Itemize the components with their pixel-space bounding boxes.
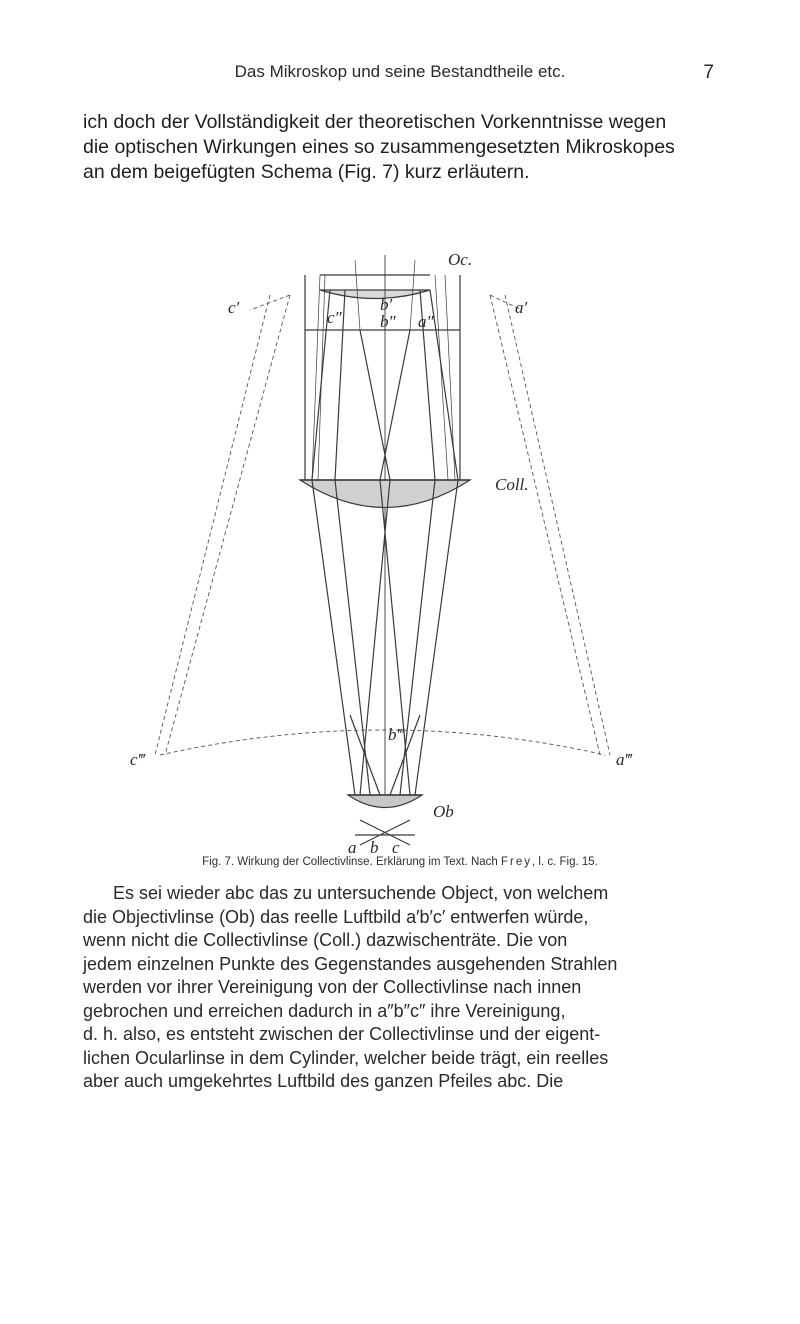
running-title: Das Mikroskop und seine Bestandtheile etc.: [234, 62, 566, 81]
label-coll: Coll.: [495, 475, 529, 494]
ray-diagram: [130, 235, 690, 855]
body-line: d. h. also, es entsteht zwischen der Collectivlinse und der eigent-: [83, 1024, 601, 1044]
label-a-prime: a′: [515, 298, 528, 317]
label-a: a: [348, 838, 357, 855]
construction-ray: [490, 295, 600, 755]
body-paragraph: [83, 882, 743, 1094]
caption-text: Fig. 7. Wirkung der Collectivlinse. Erklärung im Text. Nach: [202, 856, 498, 868]
ocular-lens: [320, 290, 430, 299]
label-oc: Oc.: [448, 250, 473, 269]
label-c-prime: c′: [228, 298, 240, 317]
label-b-triple: b‴: [388, 725, 404, 744]
body-line: gebrochen und erreichen dadurch in a″b″c″ ihre Vereinigung,: [83, 1000, 566, 1021]
intro-line: die optischen Wirkungen eines so zusammengesetzten Mikroskopes: [83, 136, 675, 158]
label-b-dbl: b″: [380, 312, 396, 331]
ray: [380, 480, 410, 795]
body-line: die Objectivlinse (Ob) das reelle Luftbild a′b′c′ entwerfen würde,: [83, 906, 589, 927]
virtual-image-arc: [160, 730, 605, 755]
caption-author: Frey: [501, 856, 533, 868]
label-b-prime: b′: [380, 295, 393, 314]
construction-ray: [505, 295, 610, 755]
label-a-triple: a‴: [616, 750, 632, 769]
ray: [312, 480, 355, 795]
ray: [350, 715, 380, 795]
label-ob: Ob: [433, 802, 454, 821]
label-c: c: [392, 838, 400, 855]
intro-line: ich doch der Vollständigkeit der theoretischen Vorkenntnisse wegen: [83, 111, 667, 133]
label-c-triple: c‴: [130, 750, 145, 769]
page-number: 7: [703, 62, 714, 83]
label-c-dbl: c″: [327, 308, 342, 327]
label-b: b: [370, 838, 379, 855]
body-line: werden vor ihrer Vereinigung von der Collectivlinse nach innen: [83, 977, 582, 997]
microscope-figure: [130, 235, 690, 855]
body-line: jedem einzelnen Punkte des Gegenstandes ausgehenden Strahlen: [83, 953, 618, 974]
label-a-dbl: a″: [418, 312, 434, 331]
objective-lens: [348, 795, 422, 808]
ray: [360, 330, 390, 480]
intro-paragraph: [83, 110, 743, 185]
body-line: aber auch umgekehrtes Luftbild des ganzen Pfeiles abc. Die: [83, 1071, 564, 1091]
body-line: wenn nicht die Collectivlinse (Coll.) dazwischenträte. Die von: [83, 930, 568, 950]
body-line: lichen Ocularlinse in dem Cylinder, welcher beide trägt, ein reelles: [83, 1047, 609, 1068]
construction-ray: [165, 295, 290, 755]
ray: [360, 480, 390, 795]
collective-lens: [300, 480, 470, 508]
caption-ref: , l. c. Fig. 15.: [532, 856, 598, 868]
body-line: Es sei wieder abc das zu untersuchende Object, von welchem: [113, 883, 609, 903]
figure-caption: [0, 856, 800, 868]
construction-ray: [250, 295, 290, 310]
ray: [415, 480, 458, 795]
ray: [380, 330, 410, 480]
intro-line: an dem beigefügten Schema (Fig. 7) kurz erläutern.: [83, 161, 530, 183]
construction-ray: [155, 295, 270, 755]
